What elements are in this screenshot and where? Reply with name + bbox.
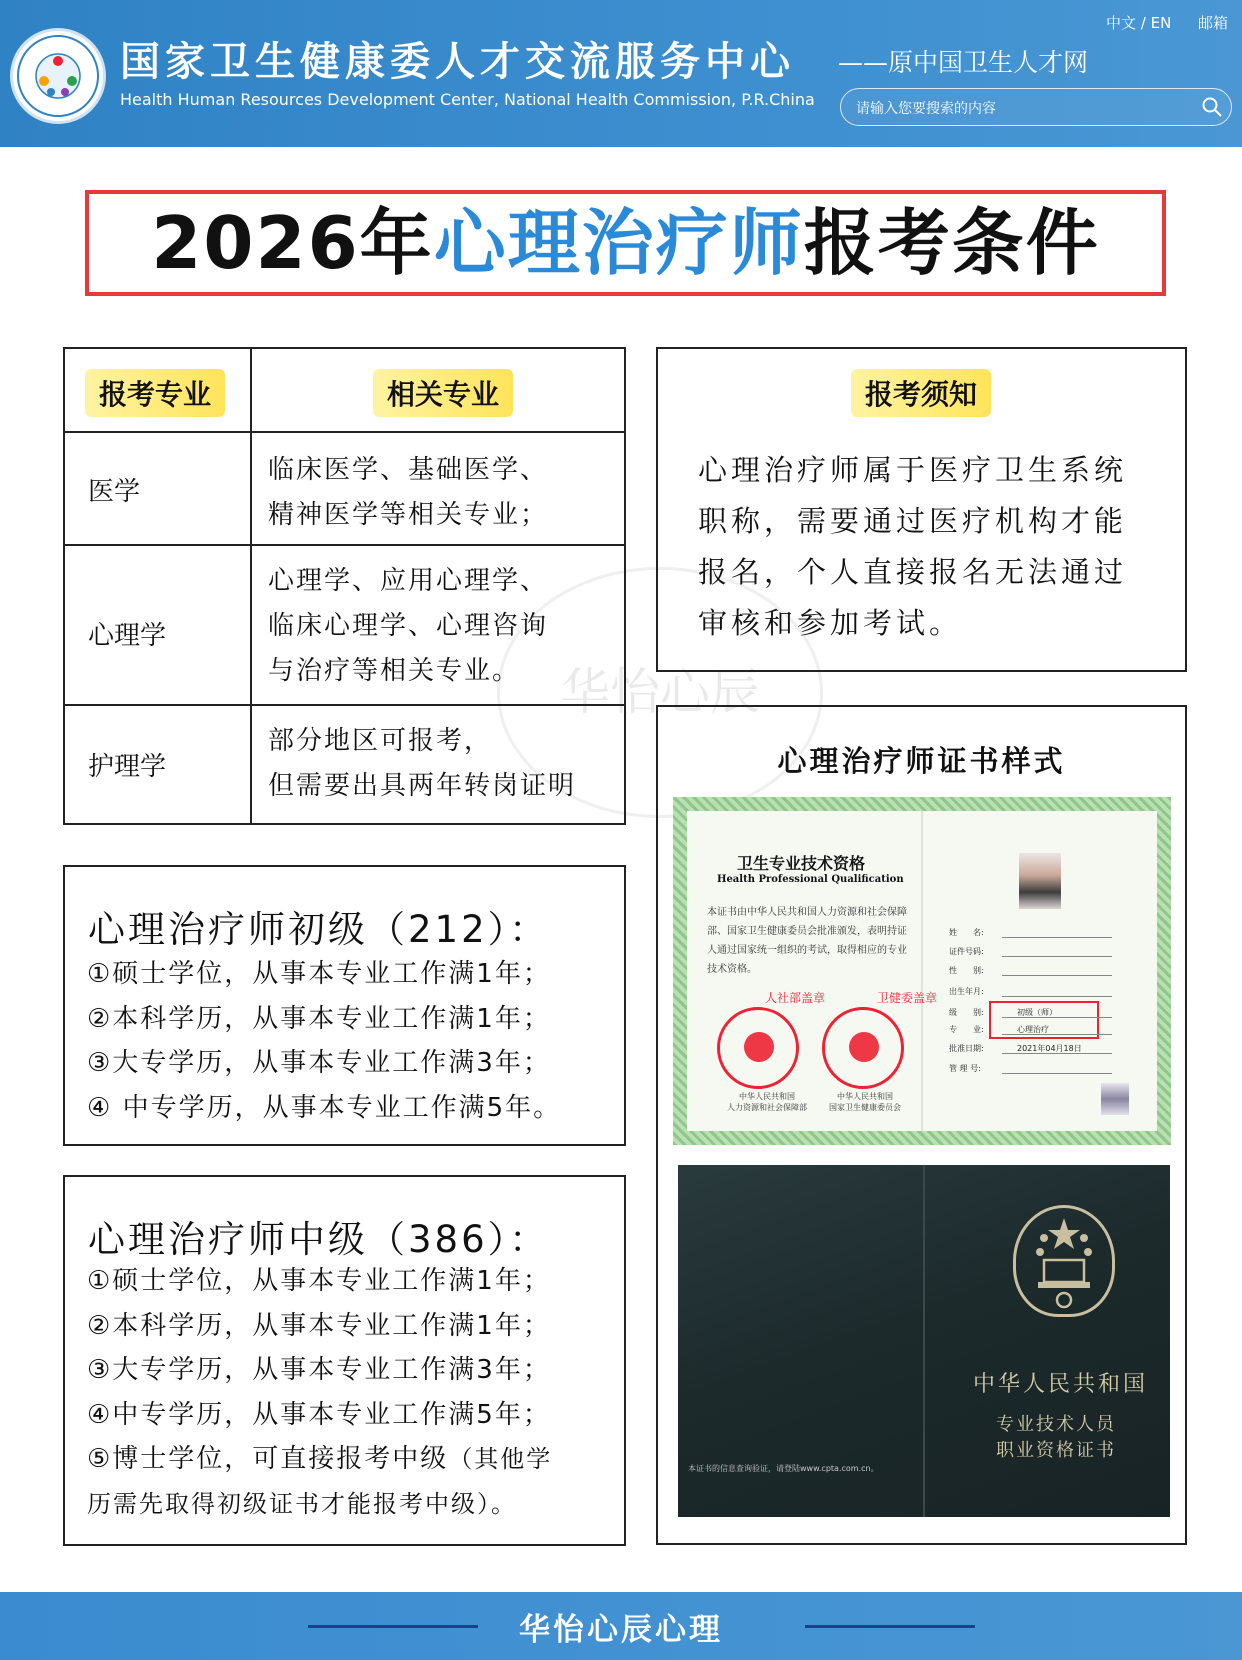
field-value-specialty: 心理治疗	[1017, 1025, 1049, 1034]
certificate-inner-image	[673, 797, 1171, 1145]
certificate-page	[687, 811, 1157, 1131]
stamp-label-hrss: 人社部盖章	[765, 991, 826, 1005]
table-cell-major: 护理学	[88, 752, 167, 782]
field-value-date: 2021年04月18日	[1017, 1044, 1082, 1053]
title-suffix: 报考条件	[803, 201, 1100, 285]
former-site-name: ——原中国卫生人才网	[838, 48, 1089, 77]
list-item-text: ⑤博士学位，可直接报考中级	[87, 1444, 449, 1474]
certificate-heading: 卫生专业技术资格	[737, 854, 866, 873]
holder-photo	[1019, 853, 1061, 909]
table-divider	[65, 544, 624, 546]
intermediate-level-title: 心理治疗师中级（386）：	[88, 1218, 550, 1261]
title-highlight: 心理治疗师	[433, 201, 804, 285]
list-item-note: （其他学	[448, 1445, 553, 1473]
table-divider	[65, 704, 624, 706]
organization-logo-icon[interactable]	[10, 28, 106, 124]
related-line: 部分地区可报考，	[268, 726, 493, 756]
related-line: 与治疗等相关专业。	[268, 656, 521, 686]
table-cell-major: 医学	[88, 477, 141, 507]
related-line: 精神医学等相关专业；	[268, 500, 549, 530]
notice-box	[656, 347, 1187, 672]
table-divider	[250, 349, 252, 823]
notice-line: 职称，需要通过医疗机构才能	[698, 504, 1128, 538]
search-input[interactable]: 请输入您要搜索的内容	[856, 101, 996, 117]
cover-subtitle: 职业资格证书	[996, 1440, 1116, 1461]
certificate-heading-english: Health Professional Qualification	[717, 874, 904, 885]
title-year: 2026年	[151, 201, 434, 285]
field-underline	[1002, 1053, 1112, 1054]
search-icon[interactable]	[1201, 96, 1223, 122]
cover-fold	[923, 1165, 925, 1517]
organization-name[interactable]: 国家卫生健康委人才交流服务中心	[120, 39, 795, 85]
table-divider	[65, 431, 624, 433]
table-header-major: 报考专业	[85, 369, 225, 417]
field-underline	[1002, 996, 1112, 997]
notice-line: 报名，个人直接报名无法通过	[698, 555, 1128, 589]
junior-requirements-list	[87, 952, 561, 1130]
certificate-body-text: 本证书由中华人民共和国人力资源和社会保障部、国家卫生健康委员会批准颁发，表明持证人通过国家统一组织的考试，取得相应的专业技术资格。	[707, 907, 907, 975]
watermark: 华怡心辰	[497, 567, 823, 818]
related-line: 临床心理学、心理咨询	[268, 611, 549, 641]
mailbox-link[interactable]: 邮箱	[1198, 14, 1229, 32]
field-value-level: 初级（师）	[1017, 1008, 1057, 1017]
field-underline	[1002, 975, 1112, 976]
notice-title: 报考须知	[851, 369, 991, 417]
field-underline	[1002, 1073, 1112, 1074]
notice-text	[698, 445, 1158, 649]
cover-subtitle: 专业技术人员	[996, 1414, 1116, 1435]
holder-photo-small	[1101, 1083, 1129, 1115]
list-item-note-continued: 历需先取得初级证书才能报考中级）。	[87, 1489, 517, 1518]
list-item: ③大专学历，从事本专业工作满3年；	[87, 1048, 551, 1078]
related-line: 但需要出具两年转岗证明	[268, 771, 577, 801]
notice-line: 心理治疗师属于医疗卫生系统	[698, 453, 1128, 487]
table-header-related: 相关专业	[373, 369, 513, 417]
list-item: ②本科学历，从事本专业工作满1年；	[87, 1310, 551, 1341]
intermediate-requirements-box	[63, 1175, 626, 1546]
field-underline	[1002, 1017, 1112, 1018]
national-emblem-icon	[1013, 1205, 1115, 1317]
issuer-line: 中华人民共和国	[837, 1092, 893, 1101]
field-label: 专 业:	[949, 1025, 984, 1034]
issuer-right	[829, 1091, 901, 1113]
table-cell-major: 心理学	[88, 621, 167, 651]
list-item: ①硕士学位，从事本专业工作满1年；	[87, 1266, 551, 1296]
field-label: 出生年月:	[949, 987, 984, 996]
certificate-sample-title: 心理治疗师证书样式	[777, 744, 1066, 778]
certificate-fold	[921, 811, 923, 1131]
table-cell-related	[268, 448, 548, 538]
page-title	[89, 194, 1162, 292]
certificate-cover-image	[678, 1165, 1170, 1517]
organization-name-english: Health Human Resources Development Center, National Health Commission, P.R.China	[120, 90, 815, 109]
issuer-left	[727, 1091, 807, 1113]
cover-verification-note: 本证书的信息查询验证，请登陆www.cpta.com.cn。	[688, 1464, 879, 1473]
table-cell-related	[268, 719, 576, 809]
search-box[interactable]	[840, 88, 1232, 126]
notice-line: 审核和参加考试。	[698, 606, 963, 640]
field-label: 性 别:	[949, 966, 984, 975]
field-label: 批准日期:	[949, 1044, 984, 1053]
field-underline	[1002, 956, 1112, 957]
certificate-sample-panel	[656, 705, 1187, 1545]
footer-brand: 华怡心辰心理	[519, 1612, 723, 1648]
field-label: 姓 名:	[949, 928, 984, 937]
junior-requirements-box	[63, 865, 626, 1146]
field-underline	[1002, 1034, 1112, 1035]
issuer-line: 人力资源和社会保障部	[727, 1103, 807, 1112]
list-item: ④中专学历，从事本专业工作满5年；	[87, 1399, 551, 1430]
table-cell-related	[268, 559, 548, 694]
stamp-label-nhc: 卫健委盖章	[877, 991, 938, 1005]
list-item: ④ 中专学历，从事本专业工作满5年。	[87, 1092, 562, 1123]
list-item: ②本科学历，从事本专业工作满1年；	[87, 1003, 551, 1034]
cover-country-name: 中华人民共和国	[973, 1372, 1149, 1397]
page-title-box	[85, 190, 1166, 296]
language-switch-link[interactable]: 中文 / EN	[1106, 14, 1172, 32]
intermediate-requirements-list	[87, 1259, 552, 1526]
field-underline	[1002, 937, 1112, 938]
junior-level-title: 心理治疗师初级（212）：	[88, 908, 550, 951]
related-line: 心理学、应用心理学、	[268, 566, 549, 596]
list-item: ③大专学历，从事本专业工作满3年；	[87, 1355, 551, 1385]
list-item: ①硕士学位，从事本专业工作满1年；	[87, 959, 551, 989]
list-item	[87, 1437, 552, 1482]
official-stamp-icon	[717, 1007, 799, 1089]
related-line: 临床医学、基础医学、	[268, 455, 549, 485]
footer-banner	[0, 1592, 1242, 1660]
issuer-line: 中华人民共和国	[739, 1092, 795, 1101]
field-label: 证件号码:	[949, 947, 984, 956]
official-stamp-icon	[822, 1007, 904, 1089]
issuer-line: 国家卫生健康委员会	[829, 1103, 901, 1112]
field-label: 管 理 号:	[949, 1064, 981, 1073]
site-header	[0, 0, 1242, 147]
major-table	[63, 347, 626, 825]
field-label: 级 别:	[949, 1008, 984, 1017]
